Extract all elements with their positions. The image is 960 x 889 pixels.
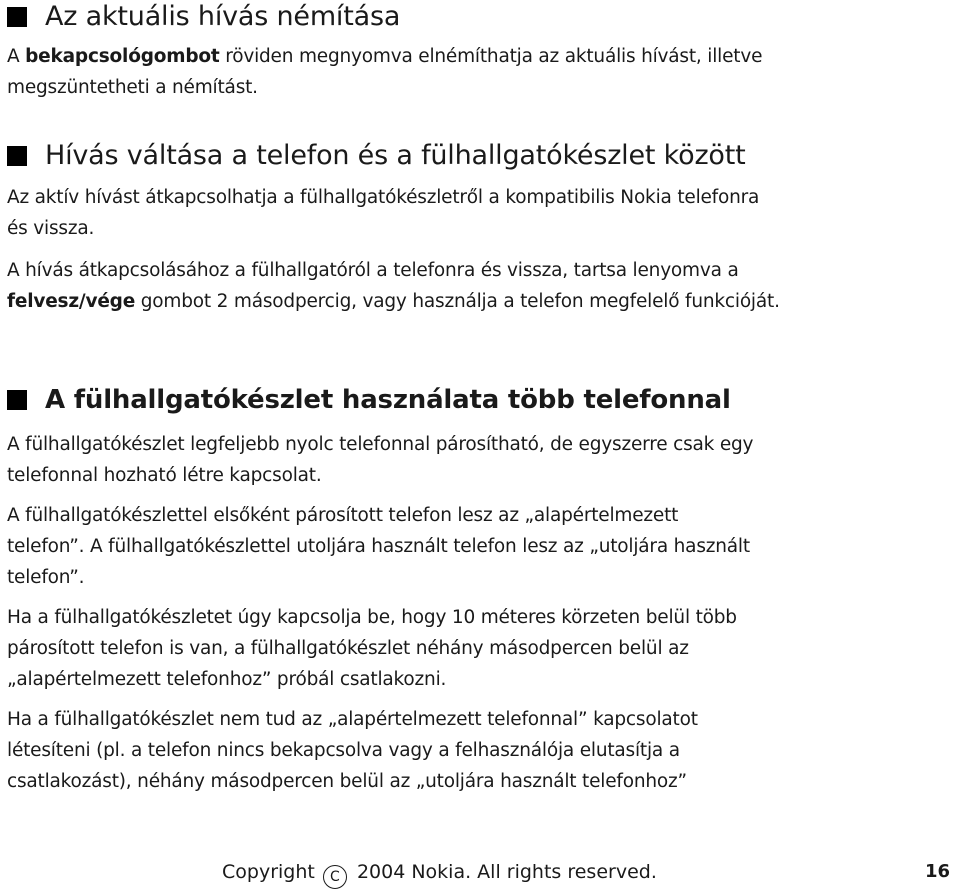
paragraph: A hívás átkapcsolásához a fülhallgatóról a telefonra és vissza, tartsa lenyomva a felvesz/vége gombot 2 másodpercig, vagy használja a telefon megfelelő funkcióját. (7, 260, 780, 312)
paragraph: Az aktív hívást átkapcsolhatja a fülhallgatókészletről a kompatibilis Nokia telefonra és vissza. (7, 187, 760, 239)
bold-term: bekapcsológombot (25, 46, 220, 67)
page-number: 16 (924, 861, 950, 882)
copyright-icon: C (323, 865, 347, 889)
bold-term: felvesz/vége (7, 291, 136, 312)
square-bullet-icon (7, 390, 27, 410)
square-bullet-icon (7, 7, 27, 27)
section-title: A fülhallgatókészlet használata több telefonnal (7, 383, 731, 417)
paragraph: Ha a fülhallgatókészletet úgy kapcsolja be, hogy 10 méteres körzeten belül több párosított telefon is van, a fülhallgatókészlet néhány másodpercen belül az „alapértelmezett telefonhoz” próbál csatlakozni. (7, 607, 737, 690)
paragraph: A bekapcsológombot röviden megnyomva elnémíthatja az aktuális hívást, illetve megszüntetheti a némítást. (7, 46, 763, 98)
copyright-notice: Copyright C 2004 Nokia. All rights reserved. (222, 861, 657, 889)
square-bullet-icon (7, 146, 27, 166)
section-title: Hívás váltása a telefon és a fülhallgatókészlet között (7, 139, 746, 173)
paragraph: A fülhallgatókészlet legfeljebb nyolc telefonnal párosítható, de egyszerre csak egy telefonnal hozható létre kapcsolat. (7, 434, 754, 486)
paragraph: Ha a fülhallgatókészlet nem tud az „alapértelmezett telefonnal” kapcsolatot létesíteni (pl. a telefon nincs bekapcsolva vagy a felhasználója elutasítja a csatlakozást), néhány másodpercen belül az „utoljára használt telefonhoz” (7, 709, 698, 792)
page-footer (0, 858, 960, 888)
section-title: Az aktuális hívás némítása (7, 0, 400, 34)
paragraph: A fülhallgatókészlettel elsőként párosított telefon lesz az „alapértelmezett telefon”. A fülhallgatókészlettel utoljára használt telefon lesz az „utoljára használt telefon”. (7, 505, 750, 588)
